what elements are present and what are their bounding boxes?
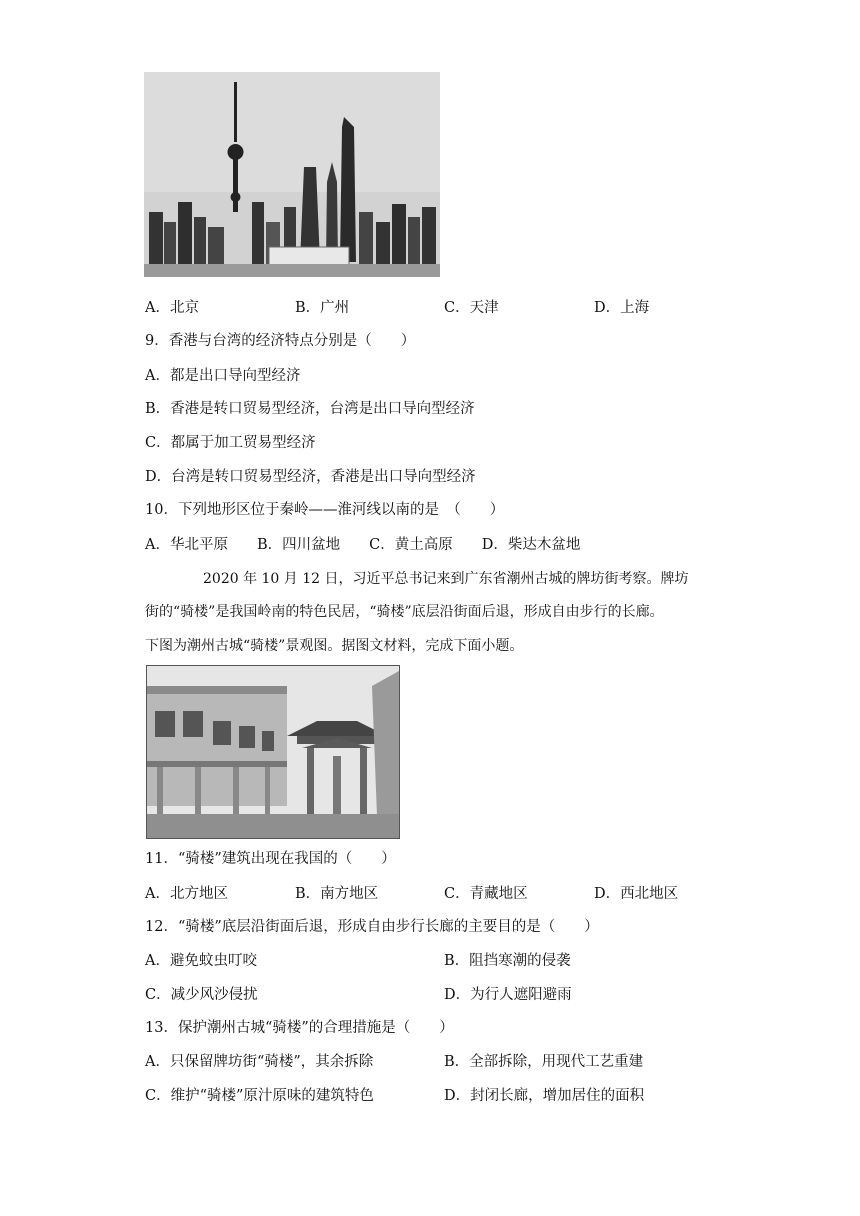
qilou-photo: [146, 665, 400, 839]
q9-option-b: B．香港是转口贸易型经济，台湾是出口导向型经济: [145, 401, 475, 417]
q13-stem: 13．保护潮州古城“骑楼”的合理措施是（ ）: [145, 1020, 454, 1036]
q10-options: A．华北平原 B．四川盆地 C．黄土高原 D．柴达木盆地: [145, 537, 581, 553]
passage-line-3: 下图为潮州古城“骑楼”景观图。据图文材料，完成下面小题。: [145, 638, 524, 654]
q12-stem: 12．“骑楼”底层沿街面后退，形成自由步行长廊的主要目的是（ ）: [145, 919, 599, 935]
q11-option-b: B．南方地区: [295, 886, 379, 902]
q13-option-b: B．全部拆除，用现代工艺重建: [444, 1054, 644, 1070]
q12-option-c: C．减少风沙侵扰: [145, 987, 258, 1003]
passage-line-1: 2020 年 10 月 12 日，习近平总书记来到广东省潮州古城的牌坊街考察。牌坊: [203, 571, 689, 587]
q9-option-d: D．台湾是转口贸易型经济，香港是出口导向型经济: [145, 469, 476, 485]
q9-option-a: A．都是出口导向型经济: [145, 368, 301, 384]
q13-option-d: D．封闭长廊，增加居住的面积: [444, 1088, 645, 1104]
q11-stem: 11．“骑楼”建筑出现在我国的（ ）: [145, 851, 396, 867]
q12-option-b: B．阻挡寒潮的侵袭: [444, 953, 571, 969]
skyline-illustration: [144, 72, 440, 277]
q9-stem: 9．香港与台湾的经济特点分别是（ ）: [145, 333, 416, 349]
q11-option-d: D．西北地区: [594, 886, 679, 902]
q8-option-d: D．上海: [594, 300, 650, 316]
q12-option-a: A．避免蚊虫叮咬: [145, 953, 257, 969]
q8-option-b: B．广州: [295, 300, 350, 316]
q13-option-c: C．维护“骑楼”原汁原味的建筑特色: [145, 1088, 374, 1104]
q8-option-c: C．天津: [444, 300, 499, 316]
passage-line-2: 街的“骑楼”是我国岭南的特色民居，“骑楼”底层沿街面后退，形成自由步行的长廊。: [145, 604, 664, 620]
q11-option-a: A．北方地区: [145, 886, 228, 902]
q8-option-a: A．北京: [145, 300, 199, 316]
q10-stem: 10．下列地形区位于秦岭——淮河线以南的是 （ ）: [145, 502, 505, 518]
q13-option-a: A．只保留牌坊街“骑楼”，其余拆除: [145, 1054, 374, 1070]
q12-option-d: D．为行人遮阳避雨: [444, 987, 572, 1003]
q9-option-c: C．都属于加工贸易型经济: [145, 435, 316, 451]
qilou-illustration: [147, 666, 399, 838]
q11-option-c: C．青藏地区: [444, 886, 528, 902]
skyline-photo: [144, 72, 440, 277]
